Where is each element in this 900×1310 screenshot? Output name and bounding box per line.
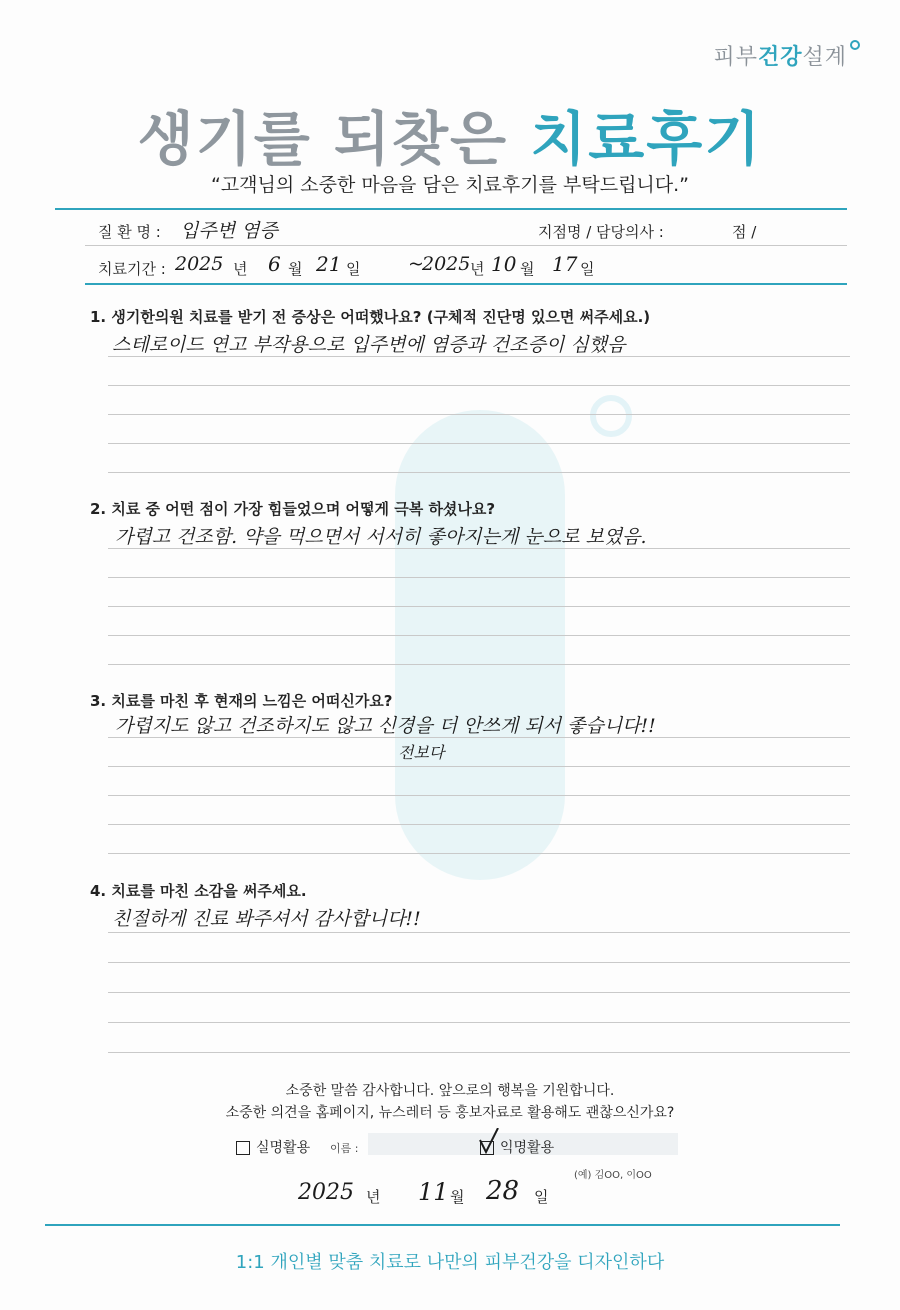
start-day-unit: 일 — [346, 260, 361, 278]
closing-line-2: 소중한 의견을 홈페이지, 뉴스레터 등 홍보자료로 활용해도 괜찮으신가요? — [225, 1105, 675, 1121]
answer-2: 가렵고 건조함. 약을 먹으면서 서서히 좋아지는게 눈으로 보였음. — [115, 526, 647, 548]
brand-accent: 건강 — [757, 45, 803, 70]
sign-month-unit: 월 — [450, 1188, 465, 1206]
answer-3: 가렵지도 않고 건조하지도 않고 신경을 더 안쓰게 되서 좋습니다!! — [115, 715, 656, 737]
sign-month: 11 — [418, 1178, 449, 1206]
closing-line-1: 소중한 말씀 감사합니다. 앞으로의 행복을 기원합니다. — [285, 1083, 615, 1099]
answer-4: 친절하게 진료 봐주셔서 감사합니다!! — [112, 908, 421, 930]
question-4: 4. 치료를 마친 소감을 써주세요. — [90, 882, 307, 900]
answer-line — [108, 962, 850, 963]
answer-line — [108, 635, 850, 636]
page-subtitle: “고객님의 소중한 마음을 담은 치료후기를 부탁드립니다.” — [210, 174, 690, 196]
answer-line — [108, 824, 850, 825]
start-month: 6 — [268, 252, 281, 276]
footer-slogan: 1:1 개인별 맞춤 치료로 나만의 피부건강을 디자인하다 — [235, 1252, 665, 1273]
sign-day: 28 — [486, 1176, 520, 1206]
form-bottom-rule — [85, 283, 847, 285]
answer-line — [108, 577, 850, 578]
start-year: 2025 — [175, 253, 224, 275]
disease-value: 입주변 염증 — [180, 220, 278, 242]
brand-prefix: 피부 — [713, 45, 758, 70]
anon-checkbox[interactable] — [480, 1141, 494, 1155]
answer-line — [108, 853, 850, 854]
sign-year: 2025 — [298, 1180, 354, 1205]
answer-line — [108, 992, 850, 993]
watermark-logo — [395, 410, 565, 880]
question-2: 2. 치료 중 어떤 점이 가장 힘들었으며 어떻게 극복 하셨나요? — [90, 500, 496, 518]
question-1: 1. 생기한의원 치료를 받기 전 증상은 어떠했나요? (구체적 진단명 있으면 써주세요.) — [90, 308, 651, 326]
real-name-checkbox[interactable] — [236, 1141, 250, 1155]
name-example: (예) 김OO, 이OO — [574, 1170, 652, 1181]
answer-line — [108, 414, 850, 415]
end-month: 10 — [491, 252, 517, 276]
answer-1: 스테로이드 연고 부작용으로 입주변에 염증과 건조증이 심했음 — [112, 334, 626, 356]
sign-day-unit: 일 — [534, 1188, 549, 1206]
title-part1: 생기를 되찾은 — [137, 105, 531, 173]
answer-line — [108, 356, 850, 357]
answer-line — [108, 443, 850, 444]
anon-label: 익명활용 — [500, 1140, 555, 1156]
answer-line — [108, 664, 850, 665]
sign-year-unit: 년 — [366, 1188, 381, 1206]
disease-label: 질 환 명 : — [98, 223, 161, 241]
answer-line — [108, 795, 850, 796]
real-name-label: 실명활용 — [256, 1140, 311, 1156]
answer-line — [108, 1022, 850, 1023]
answer-line — [108, 385, 850, 386]
branch-label: 지점명 / 담당의사 : — [538, 223, 664, 241]
answer-line — [108, 932, 850, 933]
end-day-unit: 일 — [580, 260, 595, 278]
answer-line — [108, 1052, 850, 1053]
name-label: 이름 : — [330, 1142, 359, 1155]
end-year-unit: 년 — [470, 260, 485, 278]
end-day: 17 — [552, 252, 578, 276]
brand-logo — [713, 40, 860, 71]
brand-suffix: 설계 — [802, 45, 847, 70]
title-part2: 치료후기 — [530, 105, 763, 173]
footer-rule — [45, 1224, 840, 1226]
page-title — [0, 92, 900, 176]
brand-dot-icon — [850, 40, 860, 50]
end-month-unit: 월 — [520, 260, 535, 278]
question-3: 3. 치료를 마친 후 현재의 느낌은 어떠신가요? — [90, 692, 393, 710]
anon-option[interactable] — [480, 1137, 554, 1157]
start-year-unit: 년 — [233, 260, 248, 278]
answer-line — [108, 472, 850, 473]
start-month-unit: 월 — [288, 260, 303, 278]
start-day: 21 — [316, 252, 342, 276]
answer-line — [108, 548, 850, 549]
form-mid-rule — [85, 245, 847, 246]
real-name-option[interactable] — [236, 1137, 310, 1157]
form-top-rule — [55, 208, 847, 210]
watermark-circle — [590, 395, 632, 437]
answer-3-insert: 전보다 — [398, 743, 445, 762]
period-tilde: ~ — [408, 253, 424, 275]
branch-suffix: 점 / — [732, 223, 757, 241]
period-label: 치료기간 : — [98, 260, 166, 278]
answer-line — [108, 606, 850, 607]
answer-line — [108, 737, 850, 738]
end-year: 2025 — [422, 253, 471, 275]
check-mark-icon — [478, 1128, 500, 1154]
answer-line — [108, 766, 850, 767]
